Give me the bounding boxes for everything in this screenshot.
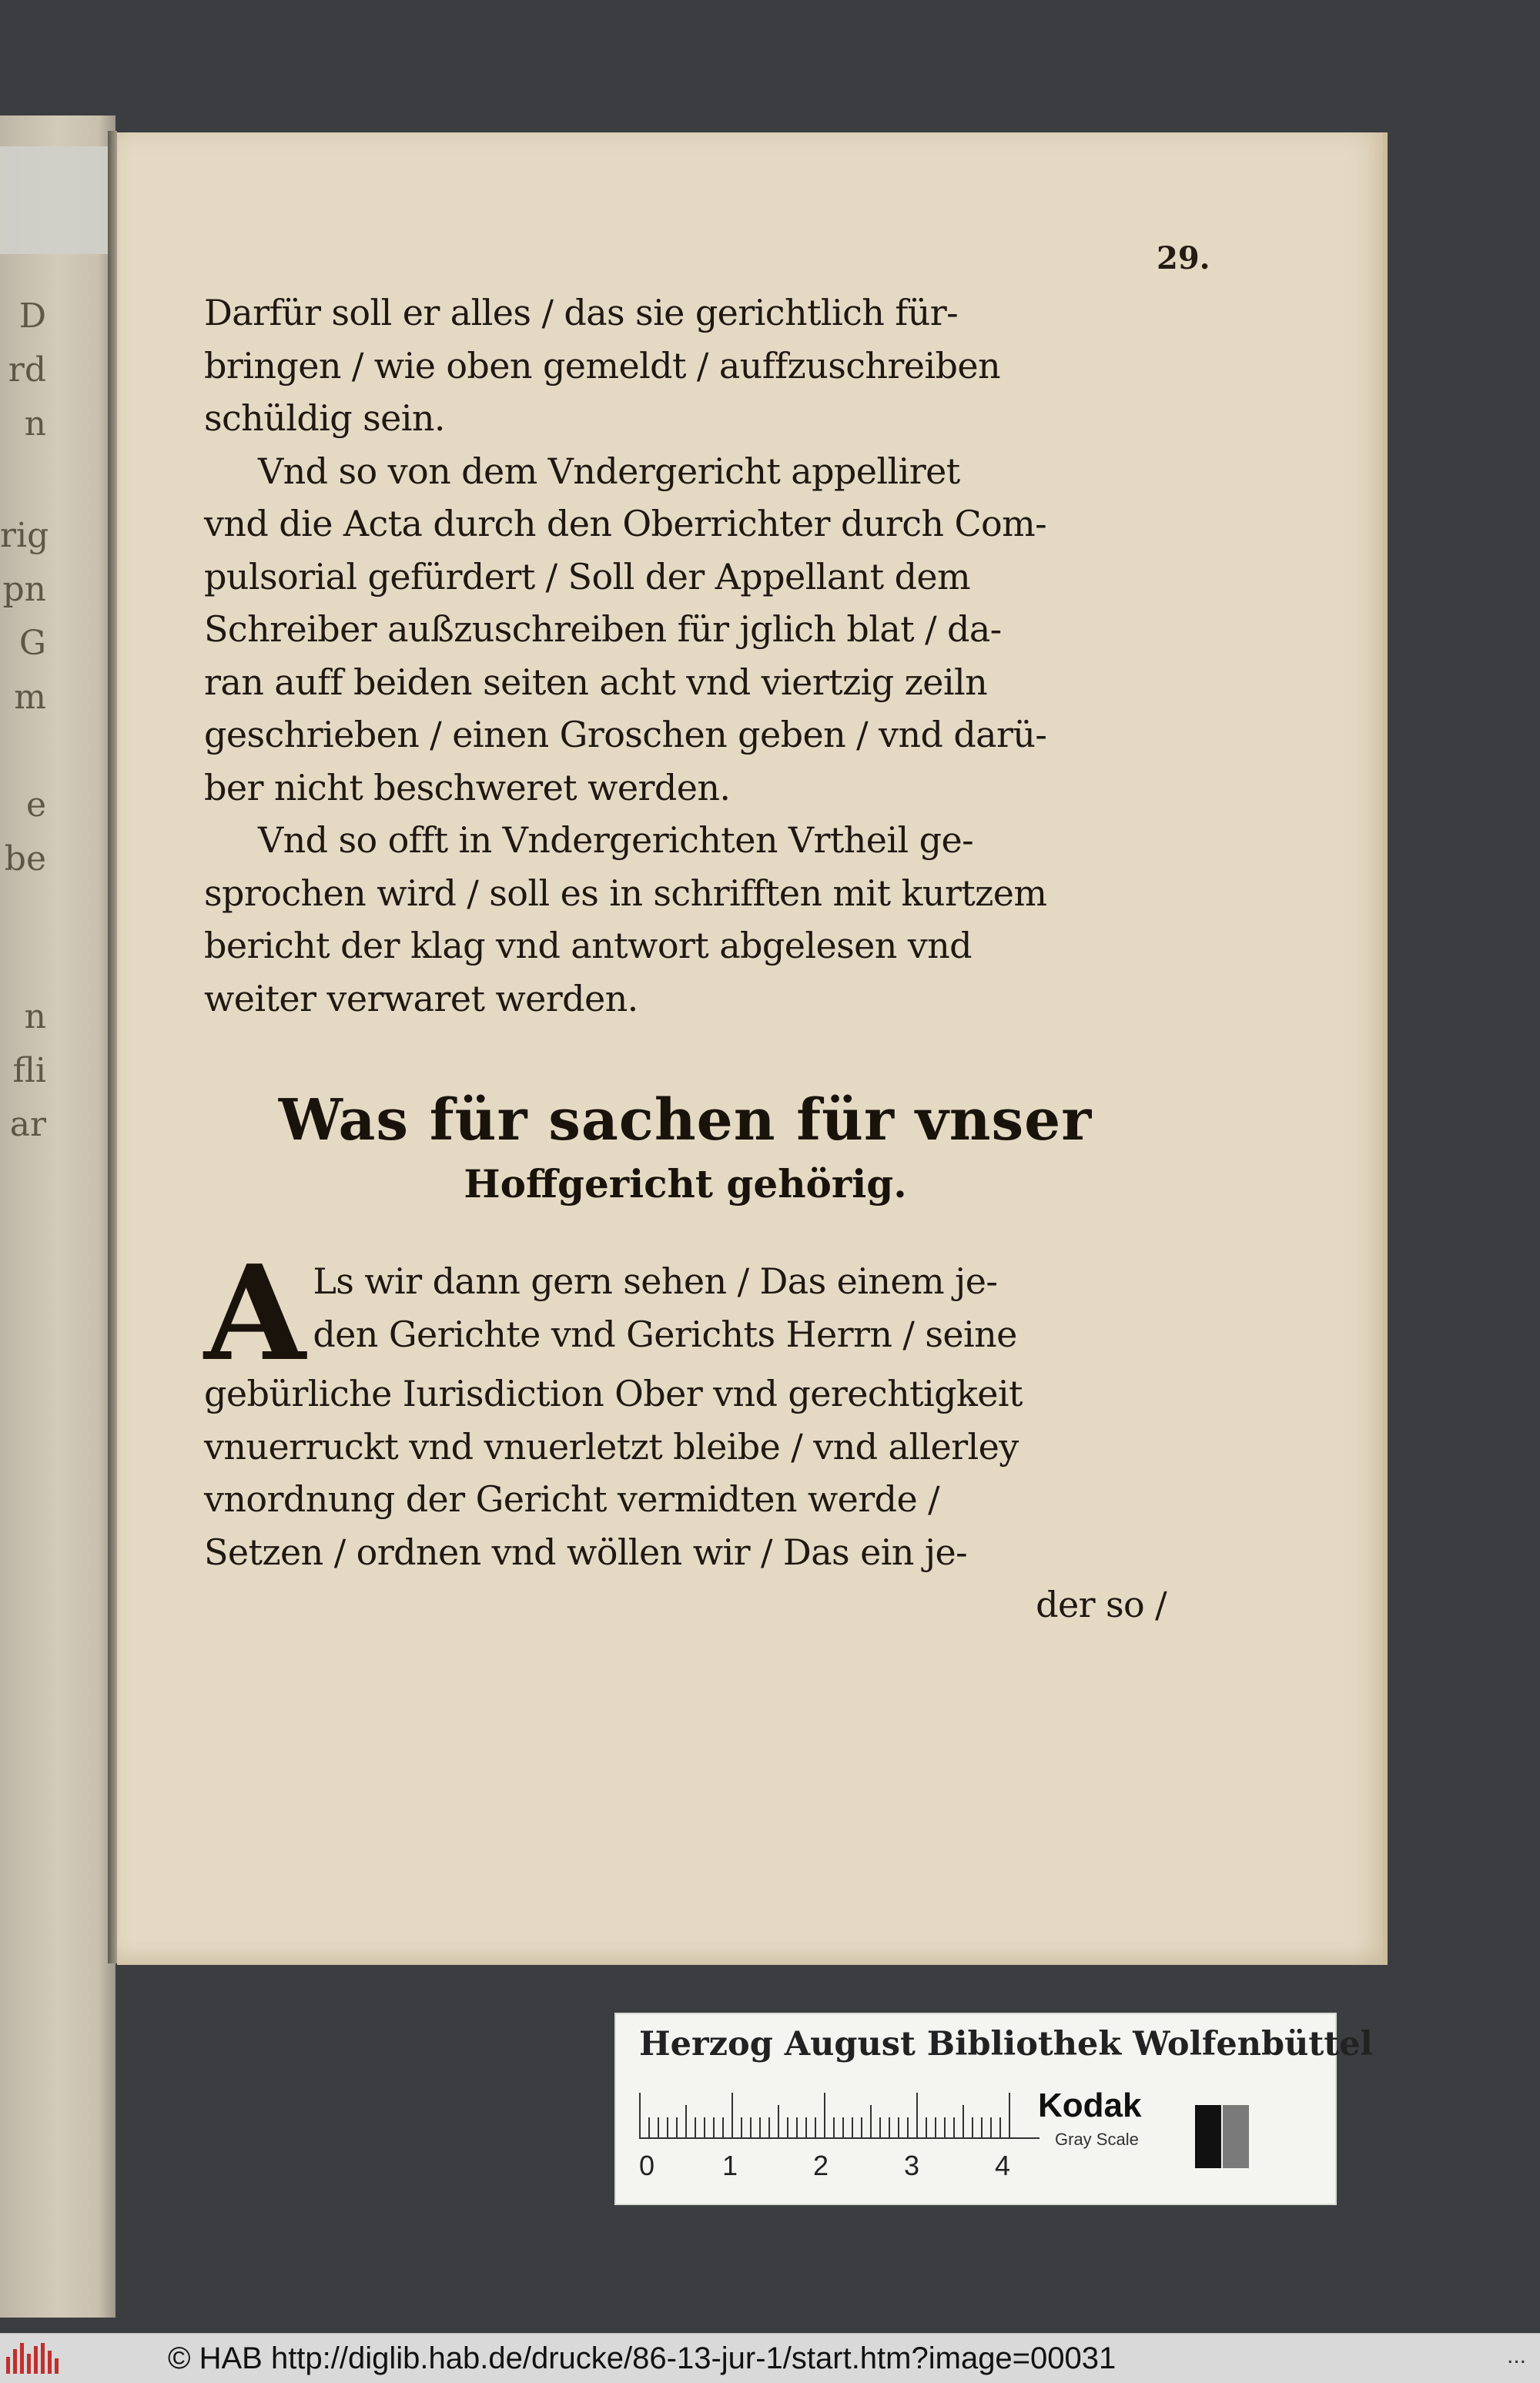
text-line: den Gerichte vnd Gerichts Herrn / seine	[313, 1313, 1017, 1355]
left-fragment: be	[4, 839, 46, 879]
ruler-tick	[861, 2117, 862, 2137]
ruler-tick	[907, 2117, 909, 2137]
card-title: Herzog August Bibliothek Wolfenbüttel	[639, 2025, 1373, 2063]
left-fragment: D	[18, 296, 46, 336]
hab-logo-icon	[6, 2343, 65, 2374]
ruler-tick	[768, 2117, 770, 2137]
ruler-tick	[787, 2117, 788, 2137]
text-line: Vnd so offt in Vndergerichten Vrtheil ge-	[258, 819, 974, 861]
ruler-tick	[732, 2093, 733, 2137]
ruler-tick	[842, 2117, 844, 2137]
glass-plate	[0, 146, 112, 254]
black-swatch	[1195, 2105, 1221, 2168]
brand-label: Kodak	[1038, 2087, 1142, 2124]
ruler-tick	[990, 2117, 992, 2137]
heading-line-2: Hoffgericht gehörig.	[464, 1161, 907, 1207]
ruler-number: 2	[813, 2150, 829, 2181]
ruler-tick	[999, 2117, 1001, 2137]
text-line: weiter verwaret werden.	[204, 977, 638, 1019]
ruler-tick	[695, 2117, 696, 2137]
drop-initial: A	[204, 1237, 306, 1391]
text-line: vnuerruckt vnd vnuerletzt bleibe / vnd allerley	[204, 1425, 1019, 1468]
left-fragment: e	[25, 785, 46, 825]
ruler-tick	[962, 2105, 964, 2137]
ruler-tick	[944, 2117, 946, 2137]
ruler-tick	[648, 2117, 650, 2137]
ruler-tick	[852, 2117, 853, 2137]
left-facing-page	[0, 115, 116, 2318]
more-button[interactable]: ...	[1506, 2343, 1526, 2368]
footer-bar	[0, 2333, 1540, 2383]
ruler-tick	[935, 2117, 936, 2137]
left-fragment: G	[18, 624, 46, 663]
book-page	[117, 132, 1388, 1965]
text-line: ber nicht beschweret werden.	[204, 766, 731, 808]
left-fragment: rig	[0, 516, 49, 555]
ruler-tick	[713, 2117, 715, 2137]
left-fragment: rd	[8, 350, 46, 390]
ruler-tick	[824, 2093, 825, 2137]
text-line: schüldig sein.	[204, 397, 445, 439]
ruler-number: 1	[722, 2150, 738, 2181]
ruler-tick	[667, 2117, 668, 2137]
text-line: sprochen wird / soll es in schrifften mit kurtzem	[204, 872, 1047, 914]
ruler-tick	[916, 2093, 918, 2137]
ruler-tick	[926, 2117, 927, 2137]
ruler-tick	[722, 2117, 724, 2137]
catchword: der so /	[1036, 1584, 1167, 1625]
ruler-tick	[658, 2117, 659, 2137]
section-heading	[204, 1086, 1167, 1213]
text-line: gebürliche Iurisdiction Ober vnd gerechtigkeit	[204, 1373, 1023, 1414]
text-line: pulsorial gefürdert / Soll der Appellant dem	[204, 555, 971, 597]
heading-line-1: Was für sachen für vnser	[278, 1087, 1093, 1153]
footer-link[interactable]: © HAB http://diglib.hab.de/drucke/86-13-jur-1/start.htm?image=00031	[168, 2341, 1116, 2375]
text-line: ran auff beiden seiten acht vnd viertzig zeiln	[204, 661, 988, 703]
ruler-tick	[953, 2117, 955, 2137]
text-line: Schreiber außzuschreiben für jglich blat / da-	[204, 608, 1002, 650]
left-fragment: fli	[12, 1051, 46, 1090]
ruler-tick	[805, 2117, 807, 2137]
ruler-tick	[889, 2117, 890, 2137]
ruler-tick	[704, 2117, 705, 2137]
text-line: Darfür soll er alles / das sie gerichtlich für-	[204, 292, 959, 333]
text-line: geschrieben / einen Groschen geben / vnd darü-	[204, 714, 1047, 755]
left-fragment: n	[24, 404, 46, 443]
color-reference-card	[614, 2013, 1373, 2205]
ruler-tick	[778, 2105, 779, 2137]
ruler-tick	[685, 2105, 687, 2137]
brand-subtitle: Gray Scale	[1055, 2130, 1139, 2149]
ruler-number: 4	[995, 2150, 1011, 2181]
text-line: Setzen / ordnen vnd wöllen wir / Das ein je-	[204, 1531, 968, 1573]
ruler-tick	[796, 2117, 798, 2137]
left-fragment: ar	[9, 1105, 46, 1144]
gutter	[108, 131, 117, 1963]
page-number: 29.	[1157, 240, 1210, 276]
ruler-tick	[1009, 2093, 1010, 2137]
white-swatch	[1250, 2105, 1277, 2168]
text-line: vnd die Acta durch den Oberrichter durch Com-	[204, 503, 1047, 544]
text-line: bringen / wie oben gemeldt / auffzuschreiben	[204, 344, 1001, 387]
text-line: Vnd so von dem Vndergericht appelliret	[258, 450, 960, 492]
ruler	[639, 2091, 1040, 2139]
ruler-tick	[870, 2105, 872, 2137]
paragraph-block	[204, 286, 1167, 1025]
left-fragment: m	[14, 678, 46, 717]
ruler-tick	[750, 2117, 752, 2137]
left-fragment: pn	[2, 570, 46, 609]
ruler-number: 0	[639, 2150, 655, 2181]
ruler-tick	[741, 2117, 742, 2137]
ruler-tick	[815, 2117, 816, 2137]
text-line: vnordnung der Gericht vermidten werde /	[204, 1478, 940, 1520]
ruler-tick	[639, 2093, 641, 2137]
ruler-tick	[972, 2117, 973, 2137]
text-line: bericht der klag vnd antwort abgelesen vnd	[204, 925, 973, 966]
ruler-number: 3	[904, 2150, 920, 2181]
ruler-tick	[981, 2117, 983, 2137]
ruler-tick	[676, 2117, 678, 2137]
ruler-tick	[898, 2117, 899, 2137]
paragraph-block	[204, 1237, 1167, 1632]
gray-swatch	[1223, 2105, 1249, 2168]
ruler-tick	[879, 2117, 881, 2137]
ruler-tick	[833, 2117, 835, 2137]
ruler-tick	[759, 2117, 761, 2137]
text-line: Ls wir dann gern sehen / Das einem je-	[313, 1260, 998, 1302]
left-fragment: n	[24, 997, 46, 1036]
